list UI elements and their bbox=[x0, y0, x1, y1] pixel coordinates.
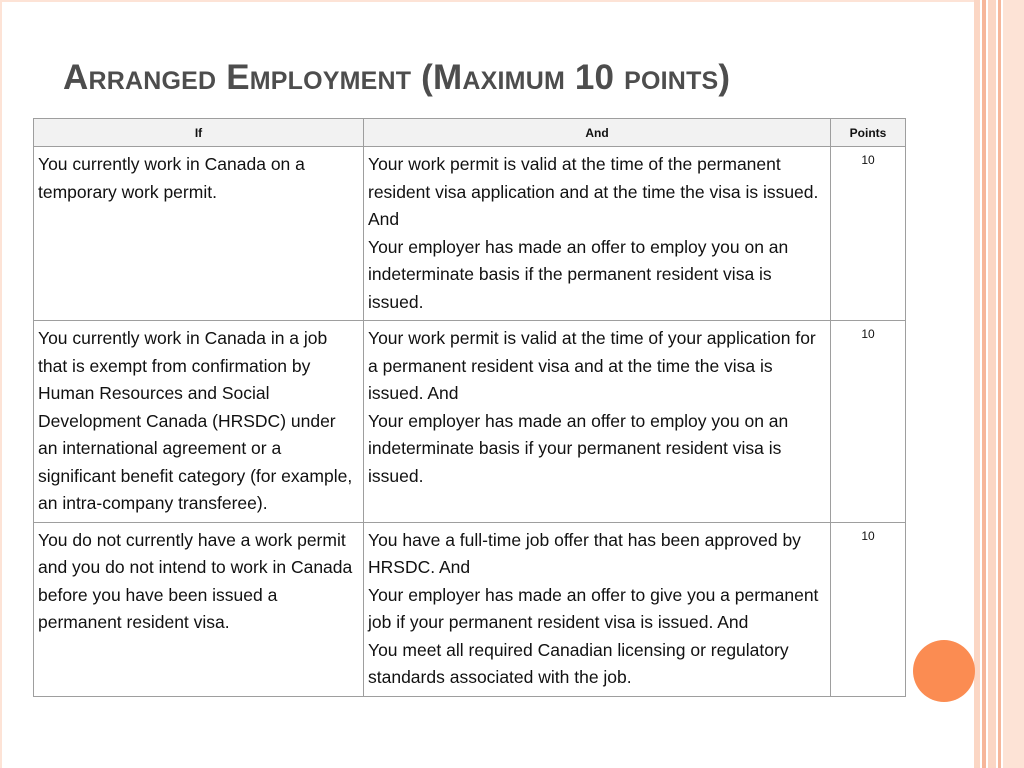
if-cell: You currently work in Canada on a temporary work permit. bbox=[34, 147, 364, 321]
header-points: Points bbox=[831, 119, 906, 147]
if-cell: You currently work in Canada in a job that is exempt from confirmation by Human Resources and Social Development Canada (HRSDC) under an international agreement or a significant benefit category (for example, an intra-company transferee). bbox=[34, 321, 364, 523]
table-row bbox=[34, 522, 906, 696]
stripe bbox=[988, 0, 996, 768]
and-cell bbox=[364, 522, 831, 696]
orange-circle-decoration bbox=[913, 640, 975, 702]
and-line: You have a full-time job offer that has been approved by HRSDC. And bbox=[368, 529, 801, 577]
header-and: And bbox=[364, 119, 831, 147]
and-cell bbox=[364, 321, 831, 523]
stripe bbox=[998, 0, 1001, 768]
if-cell: You do not currently have a work permit and you do not intend to work in Canada before you have been issued a permanent resident visa. bbox=[34, 522, 364, 696]
points-cell: 10 bbox=[831, 321, 906, 523]
points-cell: 10 bbox=[831, 522, 906, 696]
and-line: Your employer has made an offer to give you a permanent job if your permanent resident visa is issued. And bbox=[368, 584, 819, 632]
left-border-decoration bbox=[0, 0, 2, 768]
header-if: If bbox=[34, 119, 364, 147]
slide-title: Arranged Employment (Maximum 10 points) bbox=[63, 58, 731, 97]
stripe bbox=[1003, 0, 1024, 768]
points-table bbox=[33, 118, 906, 697]
table-header-row bbox=[34, 119, 906, 147]
table-row bbox=[34, 147, 906, 321]
and-line: Your work permit is valid at the time of your application for a permanent resident visa and at the time the visa is issued. And bbox=[368, 328, 816, 403]
stripe bbox=[974, 0, 980, 768]
table-row bbox=[34, 321, 906, 523]
right-stripes-decoration bbox=[974, 0, 1024, 768]
and-line: Your work permit is valid at the time of the permanent resident visa application and at the time the visa is issued. And bbox=[368, 154, 819, 229]
points-cell: 10 bbox=[831, 147, 906, 321]
top-border-decoration bbox=[0, 0, 975, 2]
and-cell bbox=[364, 147, 831, 321]
stripe bbox=[982, 0, 986, 768]
and-line: You meet all required Canadian licensing or regulatory standards associated with the job. bbox=[368, 639, 789, 687]
and-line: Your employer has made an offer to employ you on an indeterminate basis if your permanent resident visa is issued. bbox=[368, 410, 789, 486]
and-line: Your employer has made an offer to employ you on an indeterminate basis if the permanent resident visa is issued. bbox=[368, 236, 789, 312]
